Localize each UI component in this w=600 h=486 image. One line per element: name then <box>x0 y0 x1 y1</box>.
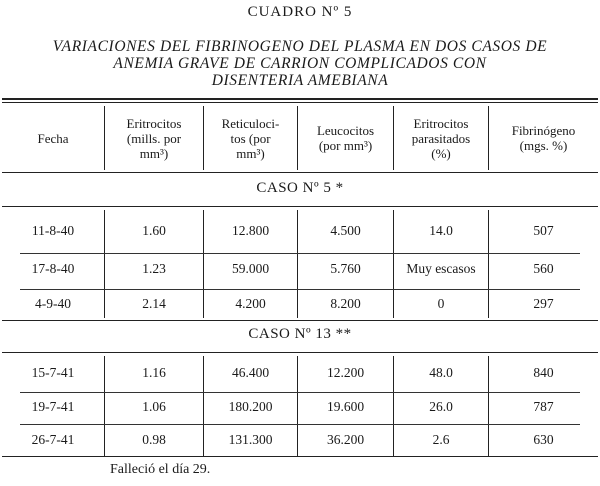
cell-parasitados: 2.6 <box>432 432 450 447</box>
header-text: tos (por <box>230 130 271 146</box>
cell-fecha: 26-7-41 <box>31 432 75 447</box>
cell-reticulocitos: 59.000 <box>231 261 270 276</box>
column-header-fecha <box>2 104 104 172</box>
cell-reticulocitos: 12.800 <box>231 223 270 238</box>
header-text: Leucocitos <box>316 123 375 138</box>
cell-fecha: 4-9-40 <box>35 296 71 311</box>
header-text: Fibrinógeno <box>511 123 576 138</box>
header-bottom-rule <box>2 172 598 173</box>
cell-parasitados: 14.0 <box>429 223 453 238</box>
table-bottom-rule <box>2 456 598 457</box>
header-text: mm³) <box>139 145 169 161</box>
column-header-eritrocitos <box>105 104 203 172</box>
cell-eritrocitos: 1.23 <box>142 261 166 276</box>
header-text: Reticuloci- <box>221 115 280 131</box>
header-text: (por mm³) <box>318 138 373 153</box>
cell-reticulocitos: 4.200 <box>235 296 266 311</box>
cell-leucocitos: 12.200 <box>326 365 365 380</box>
cell-fibrinogeno: 560 <box>533 261 554 276</box>
header-text: (mgs. %) <box>519 138 568 153</box>
cell-reticulocitos: 131.300 <box>228 432 273 447</box>
title-line-3: DISENTERIA AMEBIANA <box>211 72 389 89</box>
cell-parasitados: 48.0 <box>429 365 453 380</box>
header-text: Eritrocitos <box>126 115 182 131</box>
title-line-1: VARIACIONES DEL FIBRINOGENO DEL PLASMA EN DOS CASOS DE <box>52 38 548 55</box>
header-text: (mills. por <box>126 130 182 146</box>
cell-leucocitos: 5.760 <box>330 261 361 276</box>
cell-eritrocitos: 0.98 <box>142 432 166 447</box>
column-header-leucocitos <box>298 104 393 172</box>
cell-fibrinogeno: 507 <box>533 223 554 238</box>
cell-fecha: 17-8-40 <box>31 261 75 276</box>
case-bottom-rule <box>2 320 598 321</box>
title-line-2: ANEMIA GRAVE DE CARRION COMPLICADOS CON <box>113 55 487 72</box>
table-number: CUADRO Nº 5 <box>247 4 353 20</box>
case-rule <box>2 206 598 207</box>
header-text: Fecha <box>37 130 69 146</box>
cell-leucocitos: 8.200 <box>330 296 361 311</box>
footnote: Falleció el día 29. <box>110 462 211 477</box>
cell-fecha: 11-8-40 <box>31 223 75 238</box>
header-text: (%) <box>431 145 451 161</box>
cell-eritrocitos: 2.14 <box>142 296 166 311</box>
cell-leucocitos: 36.200 <box>326 432 365 447</box>
cell-fibrinogeno: 840 <box>533 365 554 380</box>
cell-eritrocitos: 1.60 <box>142 223 166 238</box>
case-label-5: CASO Nº 5 * <box>256 180 344 196</box>
table-title <box>0 38 600 89</box>
header-text: mm³) <box>236 145 265 161</box>
cell-fibrinogeno: 630 <box>533 432 554 447</box>
header-text: Eritrocitos <box>413 115 469 131</box>
header-text: parasitados <box>411 130 471 146</box>
table-top-rule <box>2 98 598 100</box>
column-header-reticulocitos <box>204 104 297 172</box>
cell-eritrocitos: 1.16 <box>142 365 166 380</box>
case-rule <box>2 352 598 353</box>
table-top-rule-inner <box>2 102 598 103</box>
cell-fecha: 15-7-41 <box>31 365 75 380</box>
cell-reticulocitos: 46.400 <box>231 365 270 380</box>
cell-fecha: 19-7-41 <box>31 399 75 414</box>
cell-fibrinogeno: 787 <box>533 399 554 414</box>
cell-parasitados: 26.0 <box>429 399 453 414</box>
case-label-13: CASO Nº 13 ** <box>248 326 352 342</box>
cell-reticulocitos: 180.200 <box>228 399 273 414</box>
cell-leucocitos: 19.600 <box>326 399 365 414</box>
cell-parasitados: 0 <box>437 296 445 311</box>
cell-leucocitos: 4.500 <box>330 223 361 238</box>
column-header-parasitados <box>394 104 488 172</box>
cell-parasitados: Muy escasos <box>406 261 476 276</box>
cell-eritrocitos: 1.06 <box>142 399 166 414</box>
column-header-fibrinogeno <box>489 104 598 172</box>
cell-fibrinogeno: 297 <box>533 296 554 311</box>
